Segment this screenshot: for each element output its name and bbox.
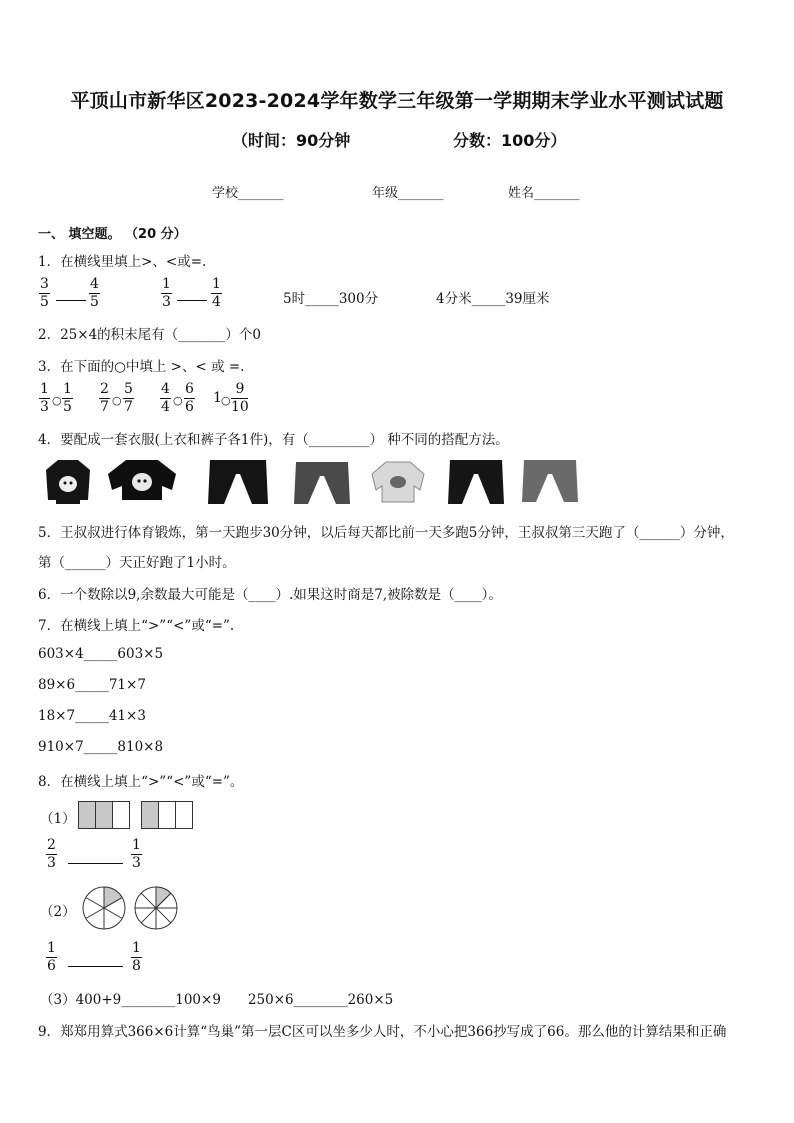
q3-fraction: 1 5: [63, 381, 72, 415]
q8-part-3: （3）400+9________100×9 250×6________260×5: [40, 992, 394, 1008]
q7-row: 910×7_____810×8: [38, 739, 164, 755]
exam-score: 分数：100分）: [453, 131, 567, 150]
name-field[interactable]: 姓名_______: [508, 186, 580, 201]
compare-circle[interactable]: ○: [221, 394, 231, 407]
question-8: 8．在横线上填上“>”“<”或“=”。: [38, 774, 244, 790]
circle-eighths: [133, 885, 179, 931]
question-7: 7．在横线上填上“>”“<”或“=”.: [38, 618, 235, 634]
q1-compare-d: 4分米_____39厘米: [436, 291, 550, 307]
section-heading: 一、 填空题。 （20 分）: [38, 227, 187, 242]
question-2: 2．25×4的积末尾有（_______）个0: [38, 327, 262, 343]
thirds-shaded-one: [141, 801, 193, 829]
compare-circle[interactable]: ○: [52, 394, 62, 407]
q8-part-2: （2）: [40, 904, 76, 920]
q3-fraction: 4 4: [161, 381, 170, 415]
sweater-image: [106, 456, 178, 504]
sweater-image: [44, 456, 92, 506]
q8-part-1: （1）: [40, 811, 76, 827]
q8-fraction: 2 3: [47, 837, 56, 871]
q3-fraction: 1 3: [40, 381, 49, 415]
q7-row: 89×6_____71×7: [38, 677, 146, 693]
q3-whole-number: 1: [213, 390, 222, 406]
compare-circle[interactable]: ○: [112, 394, 122, 407]
question-5-cont: 第（______）天正好跑了1小时。: [38, 555, 236, 571]
q1-fraction: 4 5: [90, 276, 99, 310]
q1-fraction: 1 4: [212, 276, 221, 310]
question-3: 3．在下面的○中填上 >、< 或 =.: [38, 359, 245, 375]
grade-field[interactable]: 年级_______: [372, 186, 444, 201]
q8-fraction: 1 6: [47, 940, 56, 974]
q3-fraction: 5 7: [124, 381, 133, 415]
sweater-image: [370, 458, 426, 504]
q3-fraction: 9 10: [231, 381, 249, 415]
compare-circle[interactable]: ○: [173, 394, 183, 407]
thirds-shaded-two: [78, 801, 130, 829]
pants-image: [206, 458, 270, 506]
question-9: 9．郑郑用算式366×6计算“鸟巢”第一层C区可以坐多少人时，不小心把366抄写成了66。那么他的计算结果和正确: [38, 1024, 727, 1040]
question-6: 6．一个数除以9,余数最大可能是（____）.如果这时商是7,被除数是（____）。: [38, 587, 502, 603]
q7-row: 603×4_____603×5: [38, 646, 164, 662]
answer-line[interactable]: [56, 300, 86, 301]
circle-sixths: [81, 885, 127, 931]
q8-fraction: 1 8: [132, 940, 141, 974]
answer-line[interactable]: [68, 863, 123, 864]
pants-image: [292, 460, 352, 506]
q8-fraction: 1 3: [132, 837, 141, 871]
answer-line[interactable]: [177, 300, 207, 301]
q3-fraction: 2 7: [100, 381, 109, 415]
question-4: 4．要配成一套衣服(上衣和裤子各1件)，有（_________） 种不同的搭配方法。: [38, 432, 509, 448]
q1-compare-c: 5时_____300分: [283, 291, 379, 307]
q3-fraction: 6 6: [185, 381, 194, 415]
pants-image: [446, 458, 506, 506]
q7-row: 18×7_____41×3: [38, 708, 146, 724]
q1-fraction: 1 3: [162, 276, 171, 310]
school-field[interactable]: 学校_______: [212, 186, 284, 201]
question-5: 5．王叔叔进行体育锻炼，第一天跑步30分钟，以后每天都比前一天多跑5分钟，王叔叔第三天跑了（______）分钟，: [38, 525, 734, 541]
exam-time: （时间：90分钟: [232, 131, 351, 150]
answer-line[interactable]: [68, 966, 123, 967]
q1-fraction: 3 5: [40, 276, 49, 310]
question-1: 1．在横线里填上>、<或=.: [38, 254, 207, 270]
page-title: 平顶山市新华区2023-2024学年数学三年级第一学期期末学业水平测试试题: [70, 90, 724, 112]
pants-image: [520, 458, 580, 504]
